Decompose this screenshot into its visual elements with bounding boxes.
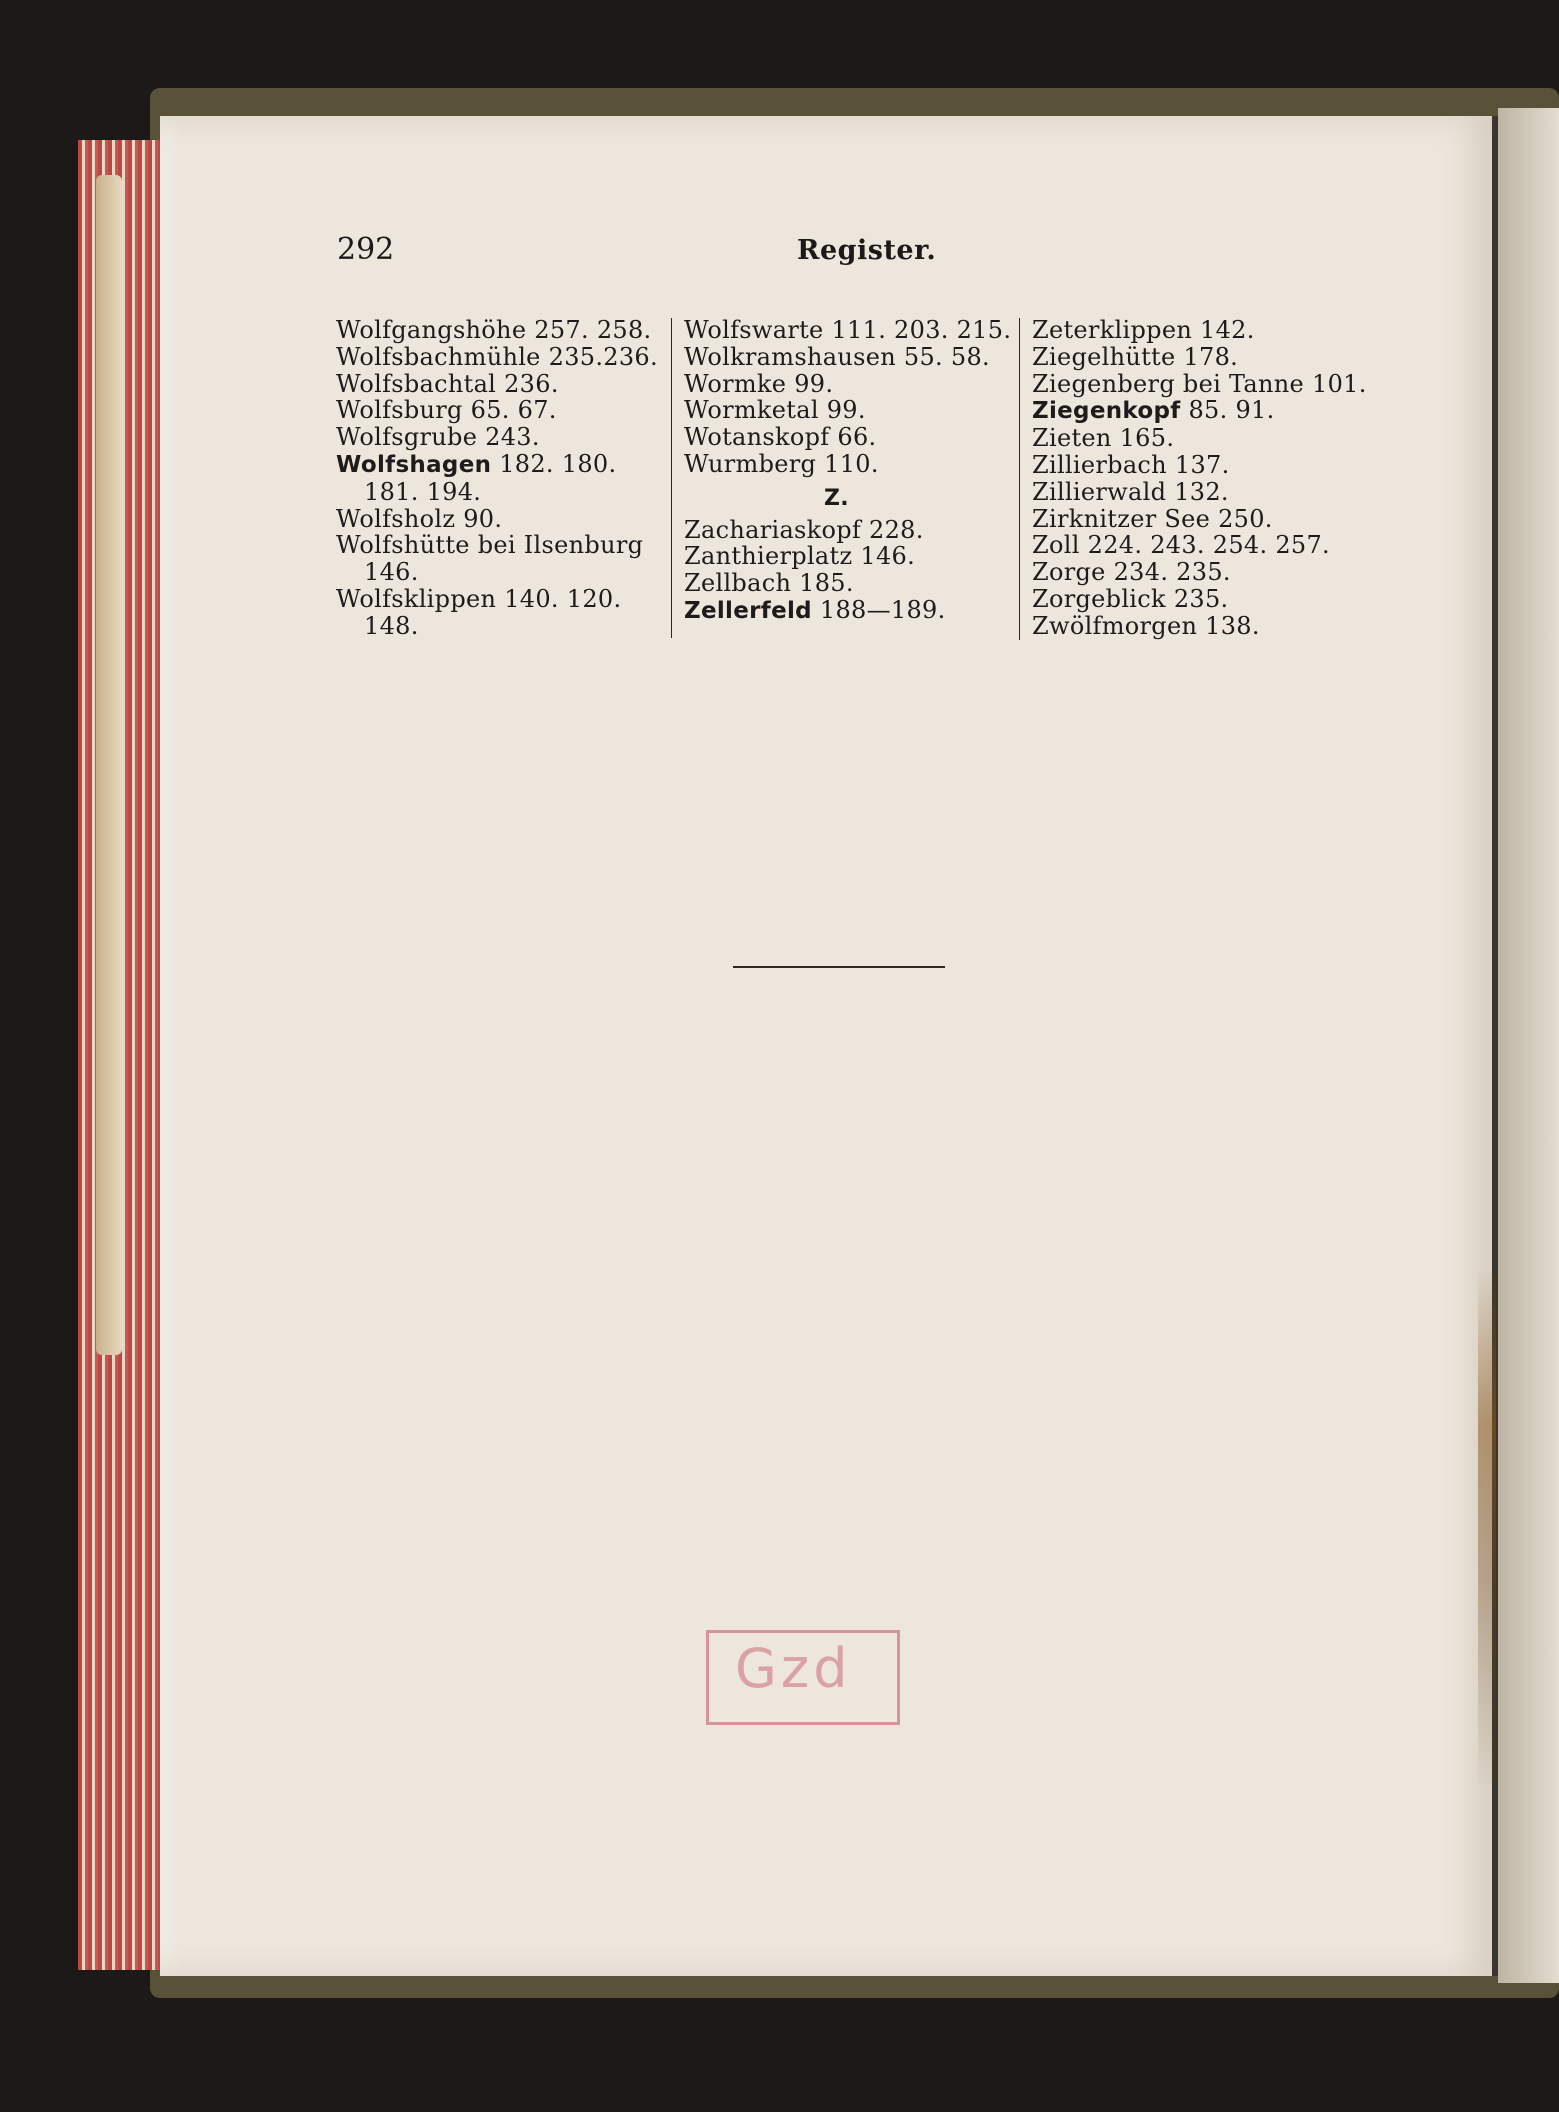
entry-heading: Wolfsbachmühle — [336, 342, 541, 371]
index-entry — [336, 397, 671, 424]
entry-page-refs: 185. — [799, 569, 854, 598]
entry-page-refs: 137. — [1174, 450, 1230, 479]
entry-page-refs: 234. 235. — [1113, 558, 1231, 587]
page-header — [337, 232, 1353, 272]
entry-heading: Zellbach — [684, 569, 792, 598]
entry-page-refs: 188—189. — [819, 595, 946, 624]
entry-heading: Ziegelhütte — [1032, 342, 1176, 371]
entry-page-refs: 140. 120. — [504, 584, 622, 613]
entry-continuation: 181. 194. — [364, 477, 482, 506]
entry-page-refs: 224. 243. 254. 257. — [1087, 531, 1330, 560]
entry-page-refs: 65. 67. — [470, 396, 557, 425]
index-entry — [336, 506, 671, 533]
entry-heading: Wolkramshausen — [684, 342, 896, 371]
entry-heading: Zorgeblick — [1032, 584, 1166, 613]
index-entry — [336, 424, 671, 451]
index-entry — [1032, 452, 1362, 479]
entry-page-refs: 228. — [869, 515, 924, 544]
index-entry — [684, 317, 1019, 344]
index-entry — [684, 517, 1019, 544]
entry-page-refs: 146. — [860, 542, 916, 571]
entry-page-refs: 142. — [1200, 316, 1255, 344]
index-entry — [336, 344, 671, 371]
entry-page-refs: 101. — [1312, 369, 1367, 398]
entry-page-refs: 250. — [1218, 504, 1273, 533]
running-title: Register. — [797, 235, 937, 266]
entry-heading: Zanthierplatz — [684, 542, 853, 571]
index-entry — [1032, 506, 1362, 533]
entry-heading: Wolfsbachtal — [336, 369, 497, 398]
entry-page-refs: 66. — [837, 423, 877, 452]
entry-heading: Wolfshagen — [336, 451, 492, 478]
entry-heading: Wormketal — [684, 396, 819, 425]
index-entry — [1032, 613, 1362, 640]
entry-page-refs: 257. 258. — [534, 316, 652, 344]
column-rule-2 — [1019, 318, 1020, 640]
entry-continuation: 148. — [364, 611, 419, 640]
entry-heading: Zachariaskopf — [684, 515, 862, 544]
index-entry — [336, 532, 671, 559]
index-entry — [1032, 559, 1362, 586]
entry-page-refs: 90. — [463, 504, 503, 533]
entry-heading: Zillierbach — [1032, 450, 1167, 479]
index-entry — [684, 424, 1019, 451]
index-entry — [684, 570, 1019, 597]
entry-heading: Zillierwald — [1032, 477, 1167, 506]
index-entry — [1032, 397, 1362, 425]
column-rule-1 — [671, 318, 672, 638]
entry-page-refs: 111. 203. 215. — [831, 316, 1012, 344]
entry-page-refs: 99. — [826, 396, 866, 425]
entry-page-refs: 55. 58. — [903, 342, 990, 371]
index-entry — [684, 371, 1019, 398]
foxing-stain — [1478, 1270, 1496, 1790]
entry-heading: Zeterklippen — [1032, 316, 1193, 344]
entry-heading: Wolfsholz — [336, 504, 456, 533]
entry-page-refs: 243. — [485, 423, 540, 452]
entry-heading: Zieten — [1032, 424, 1112, 453]
entry-heading: Zirknitzer See — [1032, 504, 1211, 533]
index-entry — [1032, 369, 1367, 398]
index-entry — [684, 397, 1019, 424]
index-entry — [336, 451, 671, 479]
section-letter-heading: Z. — [824, 485, 849, 511]
entry-heading: Wotanskopf — [684, 423, 830, 452]
index-entry — [684, 344, 1019, 371]
entry-page-refs: 235. — [1173, 584, 1229, 613]
entry-page-refs: 138. — [1205, 611, 1260, 640]
page-edge-tab — [96, 175, 122, 1355]
index-entry — [684, 451, 1019, 478]
index-entry — [1032, 532, 1362, 559]
entry-heading: Wolfsburg — [336, 396, 463, 425]
entry-page-refs: 85. 91. — [1188, 396, 1275, 425]
entry-heading: Wormke — [684, 369, 787, 398]
index-entry — [1032, 317, 1362, 344]
stamp-text: Gzd — [735, 1637, 852, 1700]
entry-page-refs: 99. — [794, 369, 834, 398]
index-entry — [1032, 479, 1362, 506]
entry-heading: Wolfsklippen — [336, 584, 497, 613]
entry-page-refs: 235.236. — [548, 342, 658, 371]
entry-heading: Wolfgangshöhe — [336, 316, 527, 344]
index-entry — [684, 597, 1019, 625]
index-entry — [684, 543, 1019, 570]
entry-heading: Zellerfeld — [684, 597, 812, 624]
index-entry — [1032, 425, 1362, 452]
library-stamp — [706, 1630, 900, 1725]
index-entry — [1032, 344, 1362, 371]
entry-page-refs: 110. — [824, 449, 879, 478]
entry-continuation: 146. — [364, 558, 419, 587]
index-column-1 — [336, 317, 671, 640]
entry-heading: Wolfswarte — [684, 316, 824, 344]
entry-heading: Wurmberg — [684, 449, 817, 478]
index-entry — [1032, 586, 1362, 613]
index-entry — [336, 317, 671, 344]
end-rule — [733, 966, 945, 968]
entry-heading: Ziegenkopf — [1032, 398, 1181, 425]
entry-page-refs: 132. — [1174, 477, 1229, 506]
entry-heading: Ziegenberg bei Tanne — [1032, 369, 1305, 398]
index-column-3 — [1032, 316, 1367, 640]
entry-page-refs: 182. 180. — [499, 449, 617, 478]
index-entry — [336, 586, 671, 613]
index-column-2 — [684, 317, 1019, 625]
page-number: 292 — [337, 232, 395, 267]
entry-heading: Zwölfmorgen — [1032, 611, 1198, 640]
entry-heading: Wolfshütte bei Ilsenburg — [336, 531, 644, 560]
entry-heading: Zorge — [1032, 558, 1106, 587]
index-entry — [336, 371, 671, 398]
facing-page — [1498, 108, 1559, 1983]
entry-page-refs: 165. — [1119, 424, 1175, 453]
entry-heading: Wolfsgrube — [336, 423, 478, 452]
entry-page-refs: 236. — [504, 369, 559, 398]
entry-heading: Zoll — [1032, 531, 1080, 560]
entry-page-refs: 178. — [1183, 342, 1239, 371]
